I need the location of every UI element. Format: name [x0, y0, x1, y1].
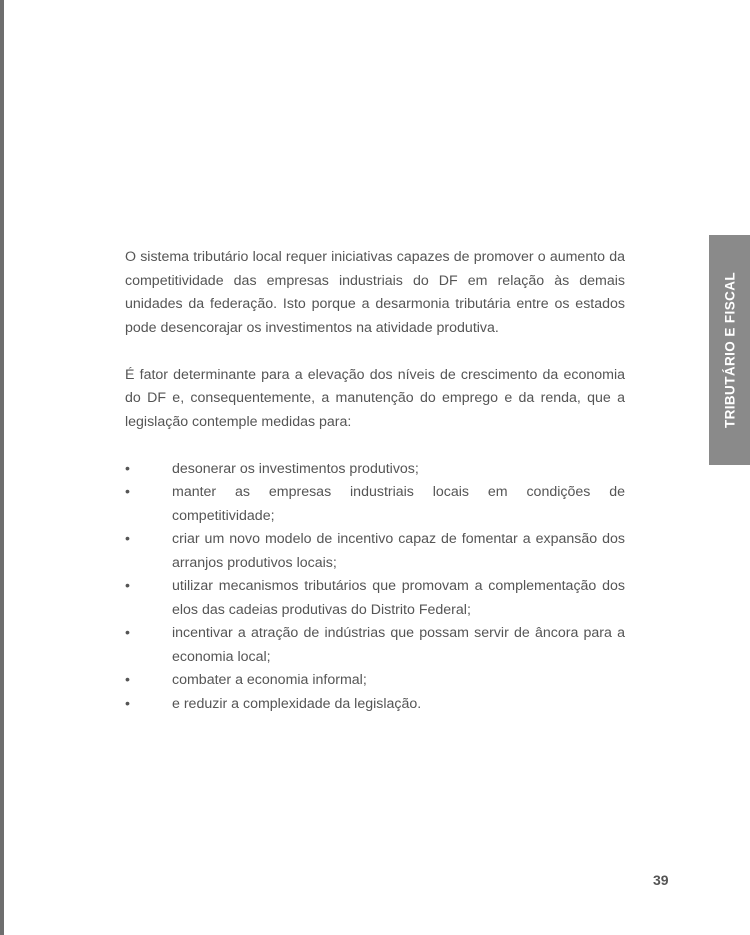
list-item-text: utilizar mecanismos tributários que promovam a complementação dos elos das cadeias produtivas do Distrito Federal; — [172, 578, 625, 618]
paragraph-1: O sistema tributário local requer iniciativas capazes de promover o aumento da competitividade das empresas industriais do DF em relação às demais unidades da federação. Isto porque a desarmonia tributária entre os estados pode desencorajar os investimentos na atividade produtiva. — [125, 249, 625, 336]
list-item-text: criar um novo modelo de incentivo capaz de fomentar a expansão dos arranjos produtivos locais; — [172, 531, 625, 571]
bullet-icon: • — [125, 625, 130, 641]
bullet-icon: • — [125, 484, 130, 500]
bullet-icon: • — [125, 531, 130, 547]
bullet-icon: • — [125, 695, 130, 712]
list-item — [125, 528, 625, 575]
measures-list — [125, 458, 625, 717]
paragraph-2: É fator determinante para a elevação dos níveis de crescimento da economia do DF e, consequentemente, a manutenção do emprego e da renda, que a legislação contemple medidas para: — [125, 366, 625, 430]
section-side-tab — [709, 235, 750, 465]
bullet-icon: • — [125, 672, 130, 688]
bullet-icon: • — [125, 460, 130, 477]
list-item — [125, 481, 625, 528]
list-item-text: desonerar os investimentos produtivos; — [172, 460, 419, 477]
list-item-text: incentivar a atração de indústrias que possam servir de âncora para a economia local; — [172, 625, 625, 665]
list-item — [125, 693, 625, 717]
list-item — [125, 669, 625, 693]
document-body — [125, 246, 625, 716]
section-side-tab-label: TRIBUTÁRIO E FISCAL — [722, 271, 737, 429]
list-item-text: manter as empresas industriais locais em condições de competitividade; — [172, 484, 625, 524]
list-item — [125, 458, 625, 482]
page-number: 39 — [653, 872, 669, 888]
list-item-text: combater a economia informal; — [172, 672, 367, 688]
bullet-icon: • — [125, 578, 130, 594]
list-item — [125, 622, 625, 669]
page-binding-edge — [0, 0, 4, 935]
list-item — [125, 575, 625, 622]
list-item-text: e reduzir a complexidade da legislação. — [172, 695, 422, 712]
